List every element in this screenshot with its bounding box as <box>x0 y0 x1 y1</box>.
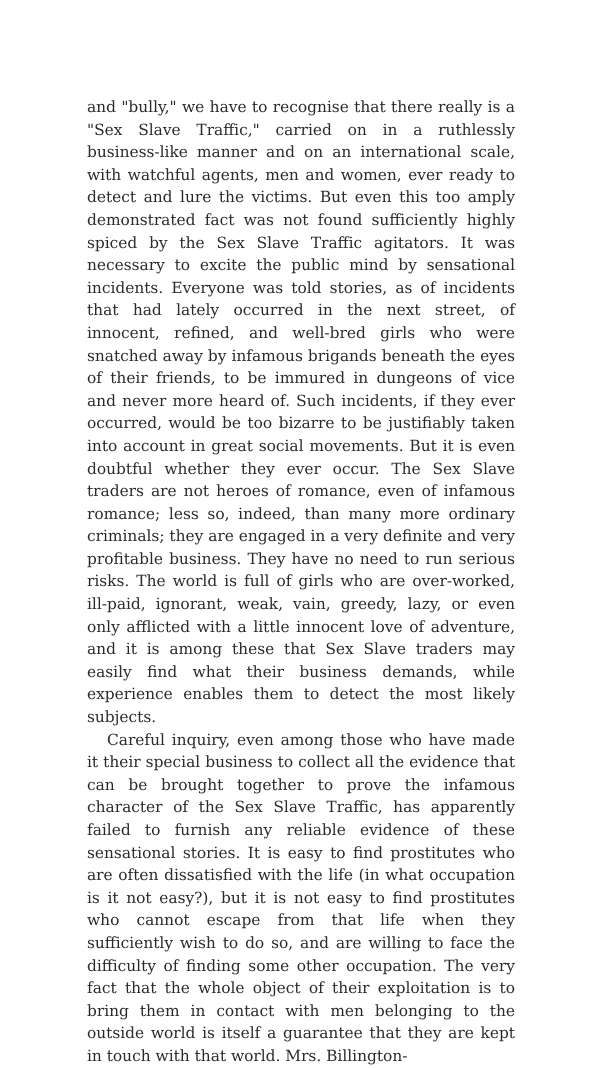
paragraph-2: Careful inquiry, even among those who have made it their special business to collect all the evidence that can be brought together to prove the infamous character of the Sex Slave Traffic, has apparently failed to furnish any reliable evidence of these sensational stories. It is easy to find prostitutes who are often dissatisfied with the life (in what occupation is it not easy?), but it is not easy to find prostitutes who cannot escape from that life when they sufficiently wish to do so, and are willing to face the difficulty of finding some other occupation. The very fact that the whole object of their exploitation is to bring them in contact with men belonging to the outside world is itself a guarantee that they are kept in touch with that world. Mrs. Billington- <box>87 730 515 1065</box>
page-body <box>87 96 515 1068</box>
paragraph-1: and "bully," we have to recognise that there really is a "Sex Slave Traffic," carried on in a ruthlessly business-like manner and on an international scale, with watchful agents, men and women, ever ready to detect and lure the victims. But even this too amply demonstrated fact was not found sufficiently highly spiced by the Sex Slave Traffic agitators. It was necessary to excite the public mind by sensational incidents. Everyone was told stories, as of incidents that had lately occurred in the next street, of innocent, refined, and well-bred girls who were snatched away by infamous brigands beneath the eyes of their friends, to be immured in dungeons of vice and never more heard of. Such incidents, if they ever occurred, would be too bizarre to be justifiably taken into account in great social movements. But it is even doubtful whether they ever occur. The Sex Slave traders are not heroes of romance, even of infamous romance; less so, indeed, than many more ordinary criminals; they are engaged in a very definite and very profitable business. They have no need to run serious risks. The world is full of girls who are over-worked, ill-paid, ignorant, weak, vain, greedy, lazy, or even only afflicted with a little innocent love of adventure, and it is among these that Sex Slave traders may easily find what their business demands, while experience enables them to detect the most likely subjects. <box>87 98 515 727</box>
